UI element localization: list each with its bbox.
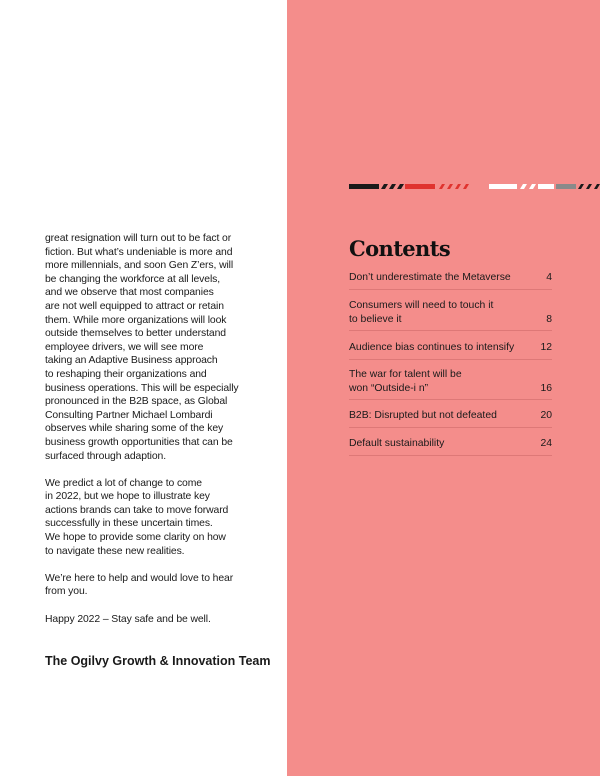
toc-page-number: 8 [546, 313, 552, 325]
toc-item-label [349, 341, 519, 355]
toc-page-number: 12 [540, 342, 552, 353]
signature: The Ogilvy Growth & Innovation Team [45, 654, 271, 668]
toc-item[interactable] [349, 409, 552, 423]
paragraph-4 [45, 613, 277, 627]
paragraph-3 [45, 572, 277, 599]
text-line: be changing the workforce at all levels, [45, 273, 221, 285]
body-text [45, 232, 277, 640]
text-line: employee drivers, we will see more [45, 341, 204, 353]
deco-segment-white [489, 184, 517, 189]
text-line: observes while sharing some of the key [45, 423, 224, 435]
deco-segment-dark [349, 184, 379, 189]
text-line: and we observe that most companies [45, 287, 214, 299]
text-line: to navigate these new realities. [45, 545, 185, 557]
text-line: business growth opportunities that can be [45, 436, 233, 448]
text-line: actions brands can take to move forward [45, 504, 229, 516]
text-line: in 2022, but we hope to illustrate key [45, 491, 210, 503]
text-line: outside themselves to better understand [45, 328, 226, 340]
text-line: business operations. This will be especially [45, 382, 239, 394]
text-line: We predict a lot of change to come [45, 477, 202, 489]
deco-segment-gray [556, 184, 576, 189]
contents-title: Contents [349, 236, 451, 261]
toc-item-line: Default sustainability [349, 438, 445, 449]
text-line: Happy 2022 – Stay safe and be well. [45, 613, 211, 625]
deco-slash [520, 184, 527, 189]
text-line: surfaced through adaption. [45, 450, 167, 462]
toc-item[interactable] [349, 341, 552, 355]
deco-slash [389, 184, 396, 189]
toc-item[interactable] [349, 271, 552, 285]
toc-item-line: Consumers will need to touch it [349, 300, 494, 311]
toc-page-number: 20 [540, 410, 552, 421]
text-line: pronounced in the B2B space, as Global [45, 396, 228, 408]
deco-slash [439, 184, 445, 189]
text-line: great resignation will turn out to be fact or [45, 233, 232, 244]
decorative-stripe-bar [349, 183, 600, 190]
deco-slash [381, 184, 388, 189]
toc-item-line: won “Outside-i n” [349, 382, 429, 394]
toc-item[interactable] [349, 437, 552, 451]
text-line: We hope to provide some clarity on how [45, 532, 226, 544]
toc-item[interactable] [349, 299, 552, 326]
text-line: to reshaping their organizations and [45, 368, 207, 380]
toc-item-label [349, 409, 519, 423]
deco-segment-red [405, 184, 435, 189]
toc-page-number: 24 [540, 438, 552, 449]
paragraph-1 [45, 232, 277, 463]
toc-item-label [349, 368, 519, 395]
toc-item-line: B2B: Disrupted but not defeated [349, 410, 497, 421]
toc-page-number: 4 [546, 272, 552, 283]
toc-item-label [349, 299, 519, 326]
text-line: successfully in these uncertain times. [45, 518, 213, 530]
toc-item-label [349, 437, 519, 451]
text-line: from you. [45, 586, 88, 598]
text-line: them. While more organizations will look [45, 314, 227, 326]
text-line: taking an Adaptive Business approach [45, 355, 218, 367]
text-line: fiction. But what’s undeniable is more and [45, 246, 233, 258]
deco-slash [455, 184, 461, 189]
contents-panel [287, 0, 600, 776]
deco-segment-white [538, 184, 554, 189]
toc-item-line: Audience bias continues to intensify [349, 342, 515, 353]
text-line: are not well equipped to attract or retain [45, 300, 224, 312]
deco-slash [529, 184, 536, 189]
toc-item-line: Don’t underestimate the Metaverse [349, 272, 511, 283]
toc-item-line: to believe it [349, 313, 402, 325]
paragraph-2 [45, 477, 277, 559]
toc-item[interactable] [349, 368, 552, 395]
text-line: more millennials, and soon Gen Z’ers, will [45, 260, 234, 272]
deco-slash [586, 184, 592, 189]
text-line: We’re here to help and would love to hear [45, 572, 234, 584]
toc-page-number: 16 [540, 382, 552, 394]
deco-slash [397, 184, 404, 189]
text-line: Consulting Partner Michael Lombardi [45, 409, 213, 421]
deco-slash [578, 184, 584, 189]
toc-item-label [349, 271, 519, 285]
deco-slash [594, 184, 600, 189]
toc-item-line: The war for talent will be [349, 369, 462, 380]
deco-slash [463, 184, 469, 189]
deco-slash [447, 184, 453, 189]
